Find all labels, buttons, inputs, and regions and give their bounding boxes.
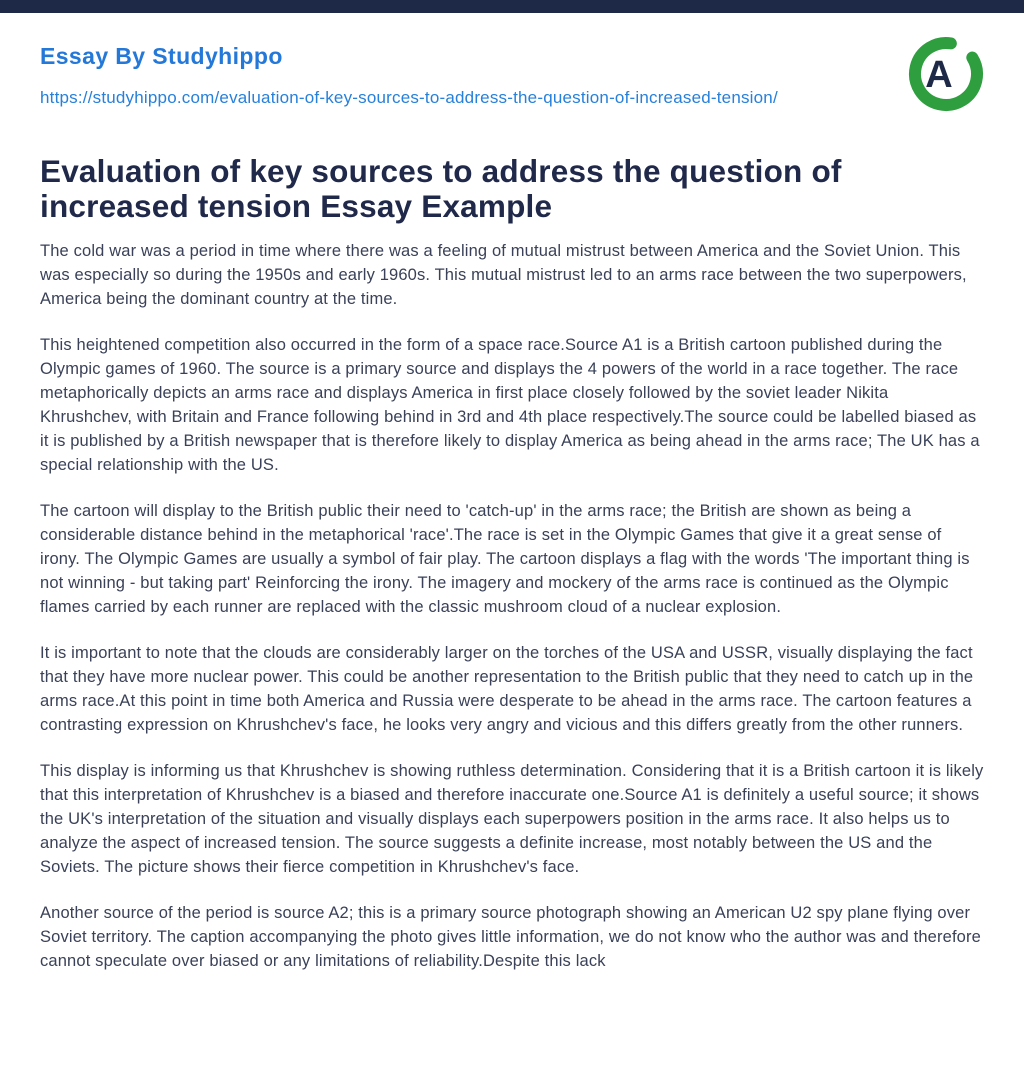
page-url-link[interactable]: https://studyhippo.com/evaluation-of-key-sources-to-address-the-question-of-increased-tension/ — [40, 88, 778, 107]
page-header — [0, 13, 1024, 110]
essay-paragraph: It is important to note that the clouds are considerably larger on the torches of the USA and USSR, visually displaying the fact that they have more nuclear power. This could be another representation to the British public that they need to catch up in the arms race.At this point in time both America and Russia were desperate to be ahead in the arms race. The cartoon features a contrasting expression on Khrushchev's face, he looks very angry and vicious and this differs greatly from the other runners. — [40, 644, 974, 734]
essay-paragraph: This heightened competition also occurred in the form of a space race.Source A1 is a British cartoon published during the Olympic games of 1960. The source is a primary source and displays the 4 powers of the world in a race together. The race metaphorically depicts an arms race and displays America in first place closely followed by the soviet leader Nikita Khrushchev, with Britain and France following behind in 3rd and 4th place respectively.The source could be labelled biased as it is published by a British newspaper that is therefore likely to display America as being ahead in the arms race; The UK has a special relationship with the US. — [40, 336, 980, 474]
essay-paragraph: The cartoon will display to the British public their need to 'catch-up' in the arms race; the British are shown as being a considerable distance behind in the metaphorical 'race'.The race is set in the Olympic Games that give it a great sense of irony. The Olympic Games are usually a symbol of fair play. The cartoon displays a flag with the words 'The important thing is not winning - but taking part' Reinforcing the irony. The imagery and mockery of the arms race is continued as the Olympic flames carried by each runner are replaced with the classic mushroom cloud of a nuclear explosion. — [40, 502, 970, 616]
essay-paragraph: Another source of the period is source A2; this is a primary source photograph showing an American U2 spy plane flying over Soviet territory. The caption accompanying the photo gives little information, we do not know who the author was and therefore cannot speculate over biased or any limitations of reliability.Despite this lack — [40, 904, 981, 970]
essay-article — [0, 154, 1024, 973]
logo-letter: A — [925, 54, 953, 96]
top-bar — [0, 0, 1024, 13]
essay-paragraph: The cold war was a period in time where there was a feeling of mutual mistrust between America and the Soviet Union. This was especially so during the 1950s and early 1960s. This mutual mistrust led to an arms race between the two superpowers, America being the dominant country at the time. — [40, 242, 967, 308]
essay-paragraph: This display is informing us that Khrushchev is showing ruthless determination. Considering that it is a British cartoon it is likely that this interpretation of Khrushchev is a biased and therefore inaccurate one.Source A1 is definitely a useful source; it shows the UK's interpretation of the situation and visually displays each superpowers position in the arms race. It also helps us to analyze the aspect of increased tension. The source suggests a definite increase, most notably between the US and the Soviets. The picture shows their fierce competition in Khrushchev's face. — [40, 762, 984, 876]
studyhippo-logo-link[interactable] — [908, 36, 984, 112]
page-title: Evaluation of key sources to address the question of increased tension Essay Example — [40, 153, 842, 224]
studyhippo-logo-icon — [908, 36, 984, 112]
site-title-link[interactable]: Essay By Studyhippo — [40, 43, 283, 69]
